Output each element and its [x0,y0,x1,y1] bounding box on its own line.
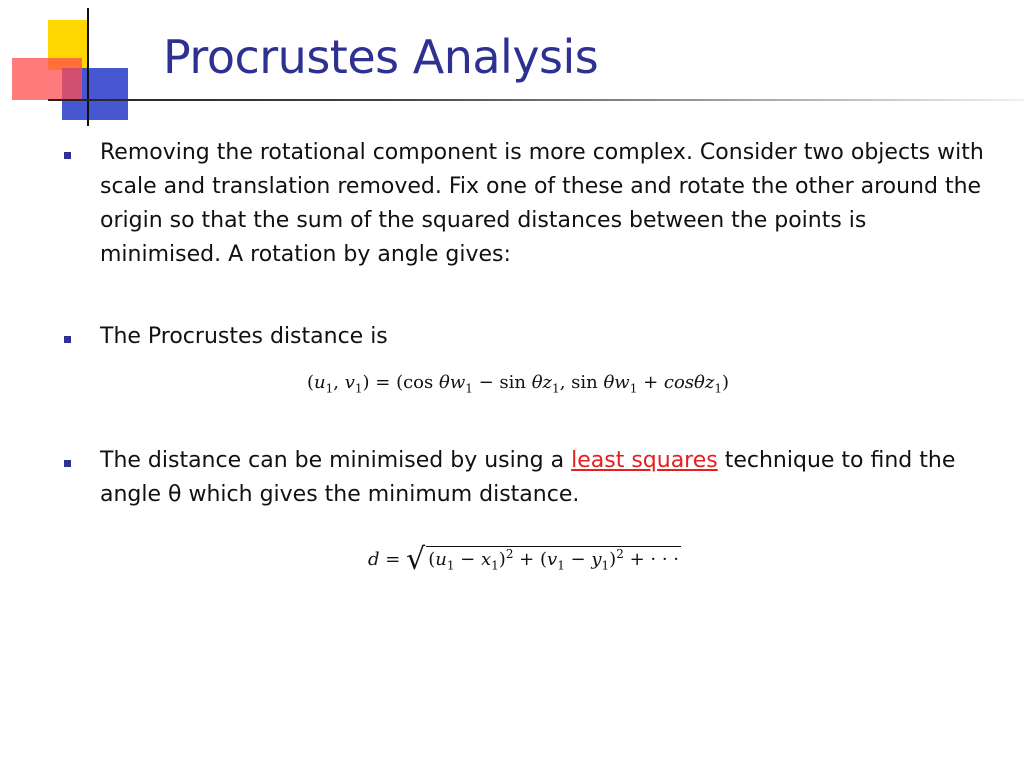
bullet-square-icon [64,460,71,467]
bullet-square-icon [64,152,71,159]
bullet-3-text-before: The distance can be minimised by using a [100,448,572,473]
least-squares-link[interactable]: least squares [571,448,718,473]
bullet-1-text: Removing the rotational component is more complex. Consider two objects with scale and translation removed. Fix one of these and rotate the other around the origin so that the sum of the squared distances between the points is minimised. A rotation by angle gives: [100,140,984,267]
deco-red-square [12,58,82,100]
bullet-square-icon [64,336,71,343]
rotation-equation: ($u_1$, $v_1) = (\cos$ $\theta w_1 - \sin \theta z_1$, $\sin \theta w_1 + \cos\theta z_1$) [307,372,730,396]
bullet-3-text [100,444,990,512]
bullet-2-text: The Procrustes distance is [100,324,388,349]
title-underline [48,99,1024,101]
slide-title: Procrustes Analysis [163,30,599,84]
title-decoration [0,0,180,140]
procrustes-distance-equation: d = √ $(u_1 - x_1)^2 + (v_1 - y_1)^2$ + · · · [368,542,679,577]
bullet-3-text-after: technique to find the angle θ which gives the minimum distance. [100,448,956,507]
